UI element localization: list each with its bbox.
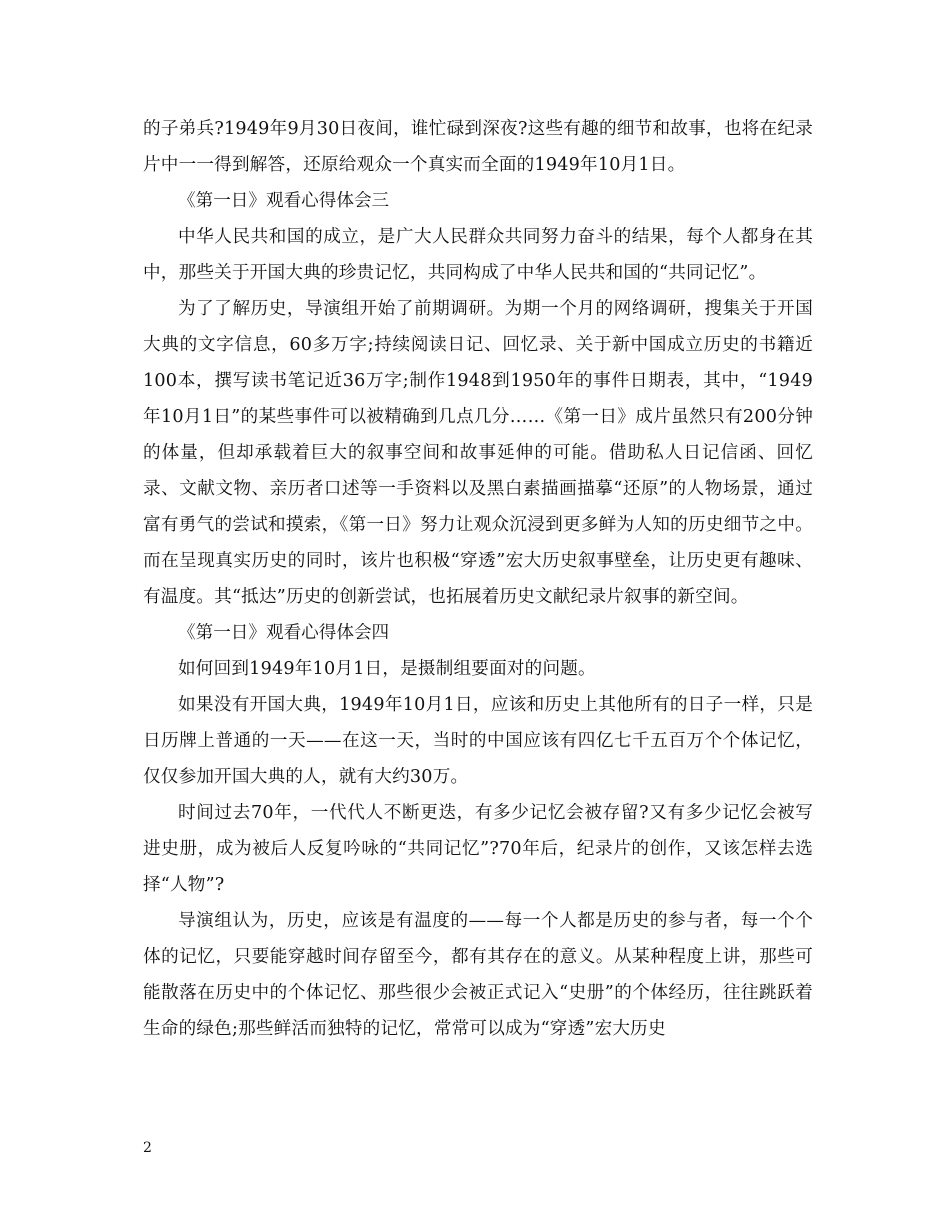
- paragraph: 中华人民共和国的成立，是广大人民群众共同努力奋斗的结果，每个人都身在其中，那些关于开国大典的珍贵记忆，共同构成了中华人民共和国的“共同记忆”。: [143, 227, 813, 283]
- paragraph: 时间过去70年，一代代人不断更迭，有多少记忆会被存留?又有多少记忆会被写进史册，成为被后人反复吟咏的“共同记忆”?70年后，纪录片的创作，又该怎样去选择“人物”?: [143, 803, 813, 895]
- section-heading: 《第一日》观看心得体会四: [178, 623, 390, 643]
- paragraph: 为了了解历史，导演组开始了前期调研。为期一个月的网络调研，搜集关于开国大典的文字信息，60多万字;持续阅读日记、回忆录、关于新中国成立历史的书籍近100本，撰写读书笔记近36万字;制作1948到1950年的事件日期表，其中，“1949年10月1日”的某些事件可以被精确到几点几分……《第一日》成片虽然只有200分钟的体量，但却承载着巨大的叙事空间和故事延伸的可能。借助私人日记信函、回忆录、文献文物、亲历者口述等一手资料以及黑白素描画描摹“还原”的人物场景，通过富有勇气的尝试和摸索，《第一日》努力让观众沉浸到更多鲜为人知的历史细节之中。而在呈现真实历史的同时，该片也积极“穿透”宏大历史叙事壁垒，让历史更有趣味、有温度。其“抵达”历史的创新尝试，也拓展着历史文献纪录片叙事的新空间。: [143, 299, 813, 607]
- document-body: [143, 111, 813, 1047]
- page-number: 2: [143, 1140, 152, 1156]
- section-heading: 《第一日》观看心得体会三: [178, 191, 390, 211]
- paragraph: 导演组认为，历史，应该是有温度的——每一个人都是历史的参与者，每一个个体的记忆，只要能穿越时间存留至今，都有其存在的意义。从某种程度上讲，那些可能散落在历史中的个体记忆、那些很少会被正式记入“史册”的个体经历，往往跳跃着生命的绿色;那些鲜活而独特的记忆，常常可以成为“穿透”宏大历史: [143, 911, 813, 1039]
- paragraph: 如果没有开国大典，1949年10月1日，应该和历史上其他所有的日子一样，只是日历牌上普通的一天——在这一天，当时的中国应该有四亿七千五百万个个体记忆，仅仅参加开国大典的人，就有大约30万。: [143, 695, 813, 787]
- paragraph: 的子弟兵?1949年9月30日夜间，谁忙碌到深夜?这些有趣的细节和故事，也将在纪录片中一一得到解答，还原给观众一个真实而全面的1949年10月1日。: [143, 119, 813, 175]
- paragraph: 如何回到1949年10月1日，是摄制组要面对的问题。: [178, 659, 596, 679]
